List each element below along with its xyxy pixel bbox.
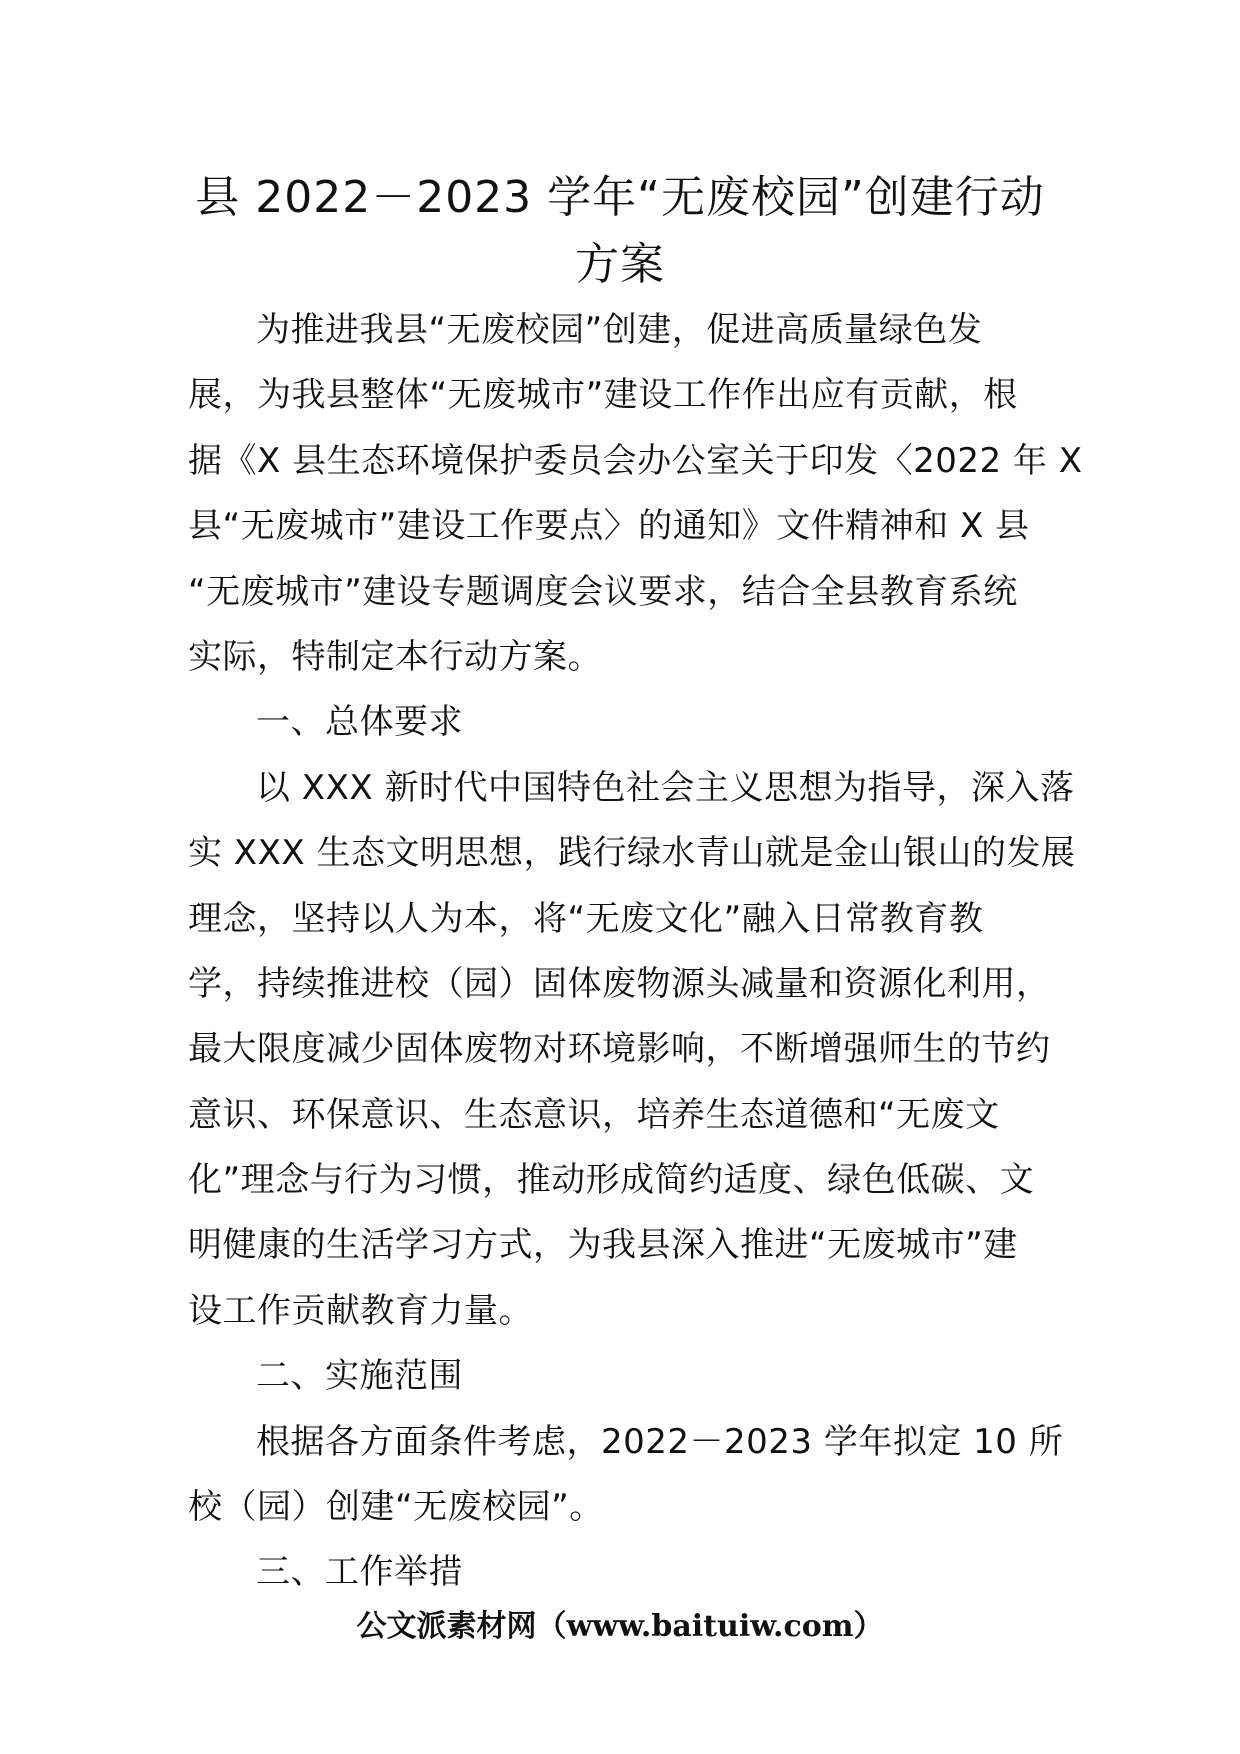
document-title-line-1: 县 2022－2023 学年“无废校园”创建行动 (195, 172, 1045, 223)
paragraph-line: 以 XXX 新时代中国特色社会主义思想为指导，深入落 (256, 767, 1075, 808)
paragraph-line: “无废城市”建设专题调度会议要求，结合全县教育系统 (188, 571, 1018, 612)
paragraph-line: 县“无废城市”建设工作要点〉的通知》文件精神和 X 县 (188, 506, 1030, 547)
paragraph-line: 理念，坚持以人为本，将“无废文化”融入日常教育教 (188, 898, 984, 939)
paragraph-line: 学，持续推进校（园）固体废物源头减量和资源化利用， (188, 963, 1051, 1004)
document-body (188, 298, 1083, 1606)
paragraph-line: 最大限度减少固体废物对环境影响，不断增强师生的节约 (188, 1029, 1051, 1070)
document-title-line-2: 方案 (575, 239, 665, 290)
paragraph-line: 实际，特制定本行动方案。 (188, 636, 602, 677)
paragraph-line: 实 XXX 生态文明思想，践行绿水青山就是金山银山的发展 (188, 833, 1076, 874)
section-heading: 一、总体要求 (256, 702, 463, 743)
paragraph-line: 明健康的生活学习方式，为我县深入推进“无废城市”建 (188, 1225, 1018, 1266)
paragraph-line: 据《X 县生态环境保护委员会办公室关于印发〈2022 年 X (188, 440, 1083, 481)
paragraph-line: 校（园）创建“无废校园”。 (188, 1487, 604, 1528)
footer-watermark: 公文派素材网（www.baituiw.com） (356, 1609, 884, 1644)
paragraph-line: 为推进我县“无废校园”创建，促进高质量绿色发 (256, 310, 983, 350)
section-heading: 二、实施范围 (256, 1356, 463, 1397)
paragraph-line: 意识、环保意识、生态意识，培养生态道德和“无废文 (188, 1094, 1000, 1135)
paragraph-line: 设工作贡献教育力量。 (188, 1290, 533, 1331)
section-heading: 三、工作举措 (256, 1552, 463, 1593)
paragraph-line: 根据各方面条件考虑，2022－2023 学年拟定 10 所 (256, 1421, 1064, 1462)
paragraph-line: 展，为我县整体“无废城市”建设工作作出应有贡献，根 (188, 375, 1018, 416)
paragraph-line: 化”理念与行为习惯，推动形成简约适度、绿色低碳、文 (188, 1160, 1035, 1201)
